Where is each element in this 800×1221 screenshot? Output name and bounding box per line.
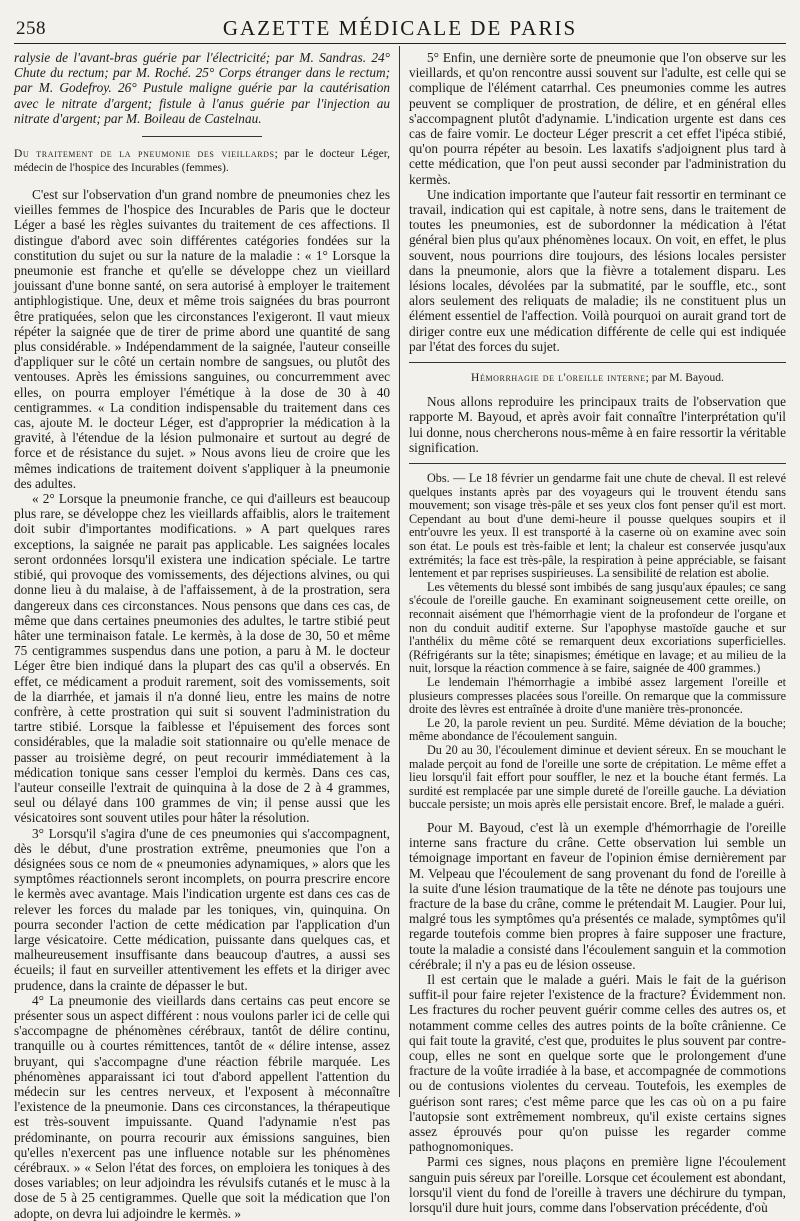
observation-paragraph: Les vêtements du blessé sont imbibés de sang jusqu'aux épaules; ce sang s'écoule de l'oreille gauche. En examinant soigneusement cette oreille, on reconnait aisément que l'hémorrhagie vient de la profondeur de l'organe et non du conduit auditif externe. Sur l'apophyse mastoïde gauche et sur l'anthélix du même côté se remarquent deux excoriations superficielles. (Réfrigérants sur la tête; sinapismes; émétique en lavage; et au milieu de la nuit, lorsque la réaction commence à se faire, saignée de 400 grammes.): [409, 579, 786, 676]
continued-paragraph: ralysie de l'avant-bras guérie par l'électricité; par M. Sandras. 24° Chute du rectum; par M. Roché. 25° Corps étranger dans le rectum; par M. Godefroy. 26° Pustule maligne guérie par la cautérisation avec le nitrate d'argent; fistule à l'anus guérie par l'injection au nitrate d'argent; par M. Boileau de Castelnau.: [14, 50, 390, 126]
observation-paragraph: Le lendemain l'hémorrhagie a imbibé assez largement l'oreille et plusieurs compresses placées sous l'oreille. On remarque que la commissure droite des lèvres est entraînée à droite d'une manière très-prononcée.: [409, 674, 786, 717]
body-paragraph: 4° La pneumonie des vieillards dans certains cas peut encore se présenter sous un aspect différent : nous voulons parler ici de celle qui s'accompagne de phénomènes cérébraux, tantôt de délire continu, tranquille ou à courtes rémittences, tantôt de « délire intense, assez bruyant, qui s'accompagne d'une réaction fébrile marquée. Les phénomènes apparaissant ici tout d'abord appellent l'attention du médecin sur les centres nerveux, et l'exposent à méconnaître l'existence de la pneumonie. Dans ces circonstances, la thérapeutique est très-souvent impuissante. Quand l'adynamie n'est pas prédominante, on pourra recourir aux émissions sanguines, bien qu'elles n'exercent pas une influence notable sur les phénomènes cérébraux. » « Selon l'état des forces, on emploiera les toniques à des doses variables; on leur adjoindra les révulsifs cutanés et le musc à la dose de 5 à 25 centigrammes. Quelle que soit la médication que l'on adopte, on devra lui adjoindre le kermès. »: [14, 992, 390, 1221]
article-heading-title: Hémorrhagie de l'oreille interne: [471, 372, 646, 385]
observation-paragraph: Du 20 au 30, l'écoulement diminue et devient séreux. En se mouchant le malade perçoit au fond de l'oreille une sorte de crépitation. Le même effet a lieu lorsqu'il fait effort pour souffler, le nez et la bouche étant fermés. La surdité est remplacée par une simple dureté de l'oreille gauche. La déviation buccale persiste; un mois après elle persistait encore. Bref, le malade a guéri.: [409, 742, 786, 812]
body-paragraph: 5° Enfin, une dernière sorte de pneumonie que l'on observe sur les vieillards, et qu'on rencontre aussi souvent sur l'adulte, est celle qui se complique de l'élément catarrhal. Ces pneumonies comme les autres peuvent se compliquer de prostration, de délire, et en général elles s'accompagnent plutôt d'adynamie. L'indication urgente est dans ces cas de faire vomir. Le docteur Léger prescrit a cet effet l'ipéca stibié, qu'on pourra répéter au besoin. Les laxatifs s'adjoignent plus tard à cette médication, que l'on peut aussi seconder par l'administration du kermès.: [409, 50, 786, 187]
body-paragraph: Parmi ces signes, nous plaçons en première ligne l'écoulement sanguin puis séreux par l'oreille. Lorsque cet écoulement est abondant, lorsqu'il vient du fond de l'oreille à travers une déchirure du tympan, lorsqu'il dure huit jours, comme dans l'observation précédente, d'où: [409, 1154, 786, 1215]
body-paragraph: Une indication importante que l'auteur fait ressortir en terminant ce travail, indication qui est capitale, à notre sens, dans le traitement de toutes les pneumonies, est de subordonner la médication à l'état général bien plus qu'aux phénomènes locaux. On voit, en effet, le plus souvent, nous pourrions dire toujours, des lésions locales persister dans la pneumonie, alors que la fièvre a totalement disparu. Les lésions locales, dévolées par la submatité, par le souffle, etc., sont alors seulement des reliquats de maladie; ils ne constituent plus un élément essentiel de l'affection. Voilà pourquoi on aurait grand tort de diriger contre eux une médication différente de celle qui est indiquée par l'état des forces du sujet.: [409, 186, 786, 354]
body-paragraph: « 2° Lorsque la pneumonie franche, ce qui d'ailleurs est beaucoup plus rare, se développe chez les vieillards affaiblis, alors le traitement doit subir d'importantes modifications. » A part quelques rares exceptions, la saignée ne parait pas applicable. Les saignées locales seront ordonnées lorsqu'il existera une indication spéciale. Le tartre stibié, qui provoque des vomissements, des déjections alvines, ou qui donne lieu à du malaise, à de l'affaissement, à de la prostration, sera dangereux dans ces circonstances. Nous pensons que dans ces cas, de même que dans certaines pneumonies des adultes, le tartre stibié peut hâter une terminaison fatale. Le kermès, à la dose de 30, 50 et même 75 centigrammes suspendus dans une potion, a paru à M. le docteur Léger être bien indiqué dans la plupart des cas qu'il a observés. En effet, ce médicament a produit rarement, soit des vomissements, soit de la diarrhée, et jamais il n'a donné lieu, entre les mains de notre confrère, à cette prostration qui suit si souvent l'administration du tartre stibié. Lorsque la faiblesse et l'épuisement des forces sont considérables, que la maladie soit stationnaire ou qu'elle menace de passer au troisième degré, on peut recourir immédiatement à la médication tonique sans cesser l'emploi du kermès. Dans ces cas, l'auteur conseille l'extrait de quinquina à la dose de 2 à 4 grammes, seul ou délayé dans 100 grammes de vin; il pense aussi que les vésicatoires sont souvent utiles pour hâter la résolution.: [14, 491, 390, 826]
intro-paragraph: Nous allons reproduire les principaux traits de l'observation que rapporte M. Bayoud, et après avoir fait connaître l'interprétation qu'il lui donne, nous chercherons nous-même à en faire ressortir la véritable signification.: [409, 394, 786, 455]
header-rule: [14, 43, 786, 44]
journal-title: GAZETTE MÉDICALE DE PARIS: [222, 16, 578, 40]
article-heading-author: ; par le docteur Léger, médecin de l'hospice des Incurables (femmes).: [14, 148, 390, 175]
observation-paragraph: Obs. — Le 18 février un gendarme fait une chute de cheval. Il est relevé quelques instants après par des voyageurs qui le trouvent étendu sans mouvement; son visage très-pâle et ses yeux clos font penser qu'il est mort. Cependant au bout d'une demi-heure il pousse quelques soupirs et il entr'ouvre les yeux. Il est transporté à la caserne où on examine avec soin son état. Le pouls est très-faible et lent; la chaleur est conservée jusqu'aux extrémités; la face est très-pâle, la respiration à peine appréciable, se faisant lentement et par reprises suspirieuses. La sensibilité de relation est abolie.: [409, 471, 786, 581]
body-paragraph: 3° Lorsqu'il s'agira d'une de ces pneumonies qui s'accompagnent, dès le début, d'une prostration extrême, pneumonies que l'on a désignées sous ce nom de « pneumonies adynamiques, » alors que les symptômes réactionnels seront incomplets, on pourra prescrire encore le kermès avec avantage. Mais l'indication urgente est dans ces cas de relever les forces du malade par les toniques, vin, quinquina. On pourra seconder l'action de cette médication par l'application d'un large vésicatoire. Cette médication, puissante dans quelques cas, et malheureusement insuffisante dans beaucoup d'autres, a aussi ses écueils; il faut en surveiller attentivement les effets et la diriger avec prudence, dans la crainte de dépasser le but.: [14, 825, 390, 993]
right-column: [409, 50, 786, 1215]
observation-paragraph: Le 20, la parole revient un peu. Surdité. Même déviation de la bouche; même abondance de l'écoulement sanguin.: [409, 715, 786, 744]
body-paragraph: Il est certain que le malade a guéri. Mais le fait de la guérison suffit-il pour faire rejeter l'existence de la fracture? Évidemment non. Les fractures du rocher peuvent guérir comme celles des autres os, et notamment comme celles des autres points de la boîte crânienne. Ce qui fait toute la gravité, c'est que, produites le plus souvent par contre-coup, elles ne sont en quelque sorte que le prolongement d'une fracture de la voûte irradiée à la base, et accompagnée de commotions ou de contusions violentes du cerveau. Toutefois, les exemples de guérison sont rares; c'est même parce que les cas où on a pu faire l'autopsie sont extrêmement nombreux, qu'il existe certains signes assez éprouvés pour qu'on puisse les regarder comme pathognomoniques.: [409, 971, 786, 1155]
article-heading: [14, 147, 390, 175]
body-paragraph: Pour M. Bayoud, c'est là un exemple d'hémorrhagie de l'oreille interne sans fracture du crâne. Cette observation lui semble un témoignage important en faveur de l'opinion émise dernièrement par M. Velpeau que l'écoulement de sang provenant du fond de l'oreille à la suite d'une lésion traumatique de la tête ne dénote pas toujours une fracture de la base du crâne, comme le prétendait M. Laugier. Pour lui, malgré tous les symptômes qu'a présentés ce malade, symptômes qu'il regarde toutefois comme bien propres à faire supposer une fracture, toute la maladie a consisté dans l'écoulement sanguin et la commotion cérébrale; il n'y a pas eu de lésion osseuse.: [409, 819, 786, 972]
body-paragraph: C'est sur l'observation d'un grand nombre de pneumonies chez les vieilles femmes de l'hospice des Incurables de Paris que le docteur Léger a basé les règles suivantes du traitement de ces affections. Il distingue d'abord avec soin différentes catégories fondées sur la constitution du sujet ou sur la nature de la maladie : « 1° Lorsque la pneumonie est franche et qu'elle se développe chez un vieillard jouissant d'une bonne santé, on sera autorisé à employer le traitement antiphlogistique. Une, deux et même trois saignées du bras pourront être pratiquées, selon que les circonstances l'exigeront. Il vaut mieux répéter la saignée que de tirer de prime abord une quantité de sang plus considérable. » Indépendamment de la saignée, l'auteur conseille d'appliquer sur le côté un certain nombre de sangsues, ou plutôt des ventouses. Après les émissions sanguines, ou concurremment avec elles, on pourra employer l'émétique à la dose de 30 à 40 centigrammes. « La condition indispensable du traitement dans ces cas, ajoute M. le docteur Léger, est d'approprier la médication à la gravité, à l'étendue de la lésion pulmonaire et surtout au degré de force et de résistance du sujet. » Nous avons lieu de croire que les mêmes indications de traitement doivent s'appliquer à la pneumonie des adultes.: [14, 187, 390, 491]
article-heading: [409, 371, 786, 386]
column-divider: [399, 46, 400, 1097]
page-number: 258: [16, 18, 46, 39]
separator: [409, 362, 786, 363]
article-heading-author: ; par M. Bayoud.: [645, 372, 724, 385]
separator: [409, 463, 786, 464]
spacer: [409, 812, 786, 820]
article-heading-title: Du traitement de la pneumonie des vieillards: [14, 148, 275, 161]
separator: [142, 136, 262, 137]
page-header: [14, 12, 786, 42]
left-column: [14, 50, 390, 1221]
